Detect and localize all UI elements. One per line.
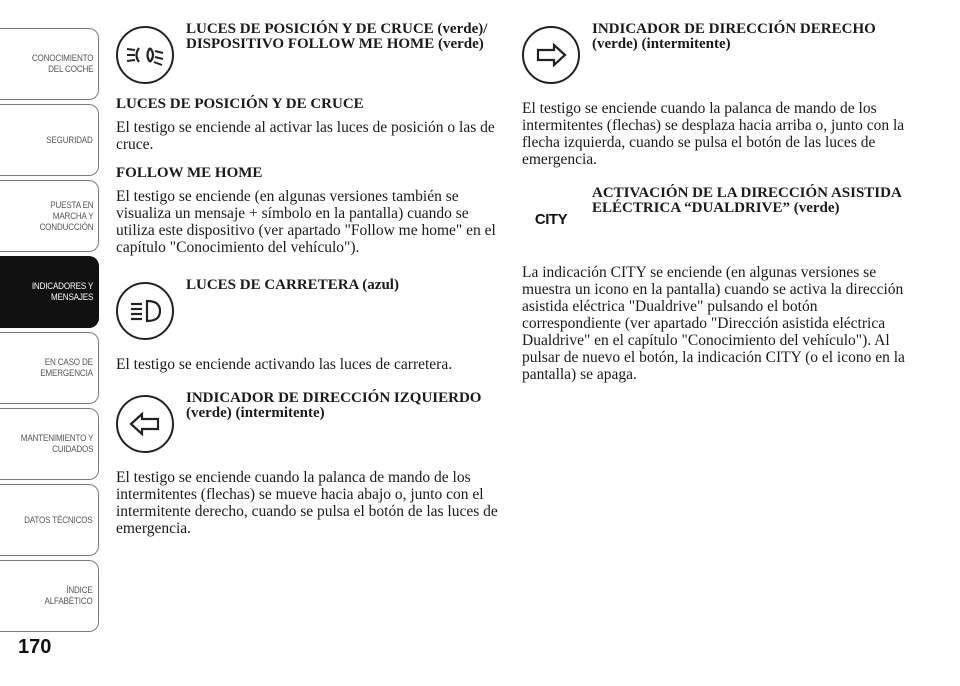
tab-indice-alfabetico[interactable]: ÍNDICE ALFABÉTICO <box>0 560 99 632</box>
position-lights-text: El testigo se enciende al activar las luces de posición o las de cruce. <box>116 119 495 153</box>
arrow-left-icon <box>116 395 174 453</box>
city-icon-label: CITY <box>534 210 568 228</box>
left-indicator-title: INDICADOR DE DIRECCIÓN IZQUIERDO (verde) (intermitente) <box>186 390 482 421</box>
tab-en-caso-de-emergencia[interactable]: EN CASO DE EMERGENCIA <box>0 332 99 404</box>
dualdrive-text: La indicación CITY se enciende (en algunas versiones se muestra un icono en la pantalla) cuando se activa la dirección asistida eléctrica "Dualdrive" pulsando el botón correspondiente (ver apartado "Dirección asistida eléctrica Dualdrive" en el capítulo "Conocimiento del vehículo"). Al pulsar de nuevo el botón, la indicación CITY (o el icono en la pantalla) se apaga. <box>522 264 905 383</box>
section-left-indicator <box>116 391 506 537</box>
position-lights-header <box>116 22 506 84</box>
tab-indicadores-y-mensajes[interactable]: INDICADORES Y MENSAJES <box>0 256 99 328</box>
tab-puesta-en-marcha[interactable]: PUESTA EN MARCHA Y CONDUCCIÓN <box>0 180 99 252</box>
dualdrive-title: ACTIVACIÓN DE LA DIRECCIÓN ASISTIDA ELÉCTRICA “DUALDRIVE” (verde) <box>592 185 901 216</box>
sub-heading-position-lights: LUCES DE POSICIÓN Y DE CRUCE <box>116 96 364 112</box>
high-beam-icon <box>116 282 174 340</box>
position-lights-icon <box>116 26 174 84</box>
high-beam-title: LUCES DE CARRETERA (azul) <box>186 277 399 293</box>
right-indicator-title: INDICADOR DE DIRECCIÓN DERECHO (verde) (intermitente) <box>592 21 876 52</box>
city-icon <box>522 190 580 248</box>
arrow-right-icon <box>522 26 580 84</box>
right-column <box>522 22 912 383</box>
dualdrive-header <box>522 186 912 248</box>
section-dualdrive <box>522 186 912 383</box>
tab-datos-tecnicos[interactable]: DATOS TÉCNICOS <box>0 484 99 556</box>
high-beam-header <box>116 278 506 340</box>
page-number: 170 <box>18 636 52 658</box>
tab-mantenimiento-y-cuidados[interactable]: MANTENIMIENTO Y CUIDADOS <box>0 408 99 480</box>
section-right-indicator <box>522 22 912 168</box>
section-position-lights <box>116 22 506 256</box>
sub-heading-follow-me-home: FOLLOW ME HOME <box>116 165 263 181</box>
high-beam-text: El testigo se enciende activando las luces de carretera. <box>116 356 453 373</box>
follow-me-home-text: El testigo se enciende (en algunas versiones también se visualiza un mensaje + símbolo en la pantalla) cuando se utiliza este dispositivo (ver apartado "Follow me home" en el capítulo "Conocimiento del vehículo"). <box>116 188 496 256</box>
position-lights-title: LUCES DE POSICIÓN Y DE CRUCE (verde)/ DISPOSITIVO FOLLOW ME HOME (verde) <box>186 21 488 52</box>
left-indicator-header <box>116 391 506 453</box>
section-high-beam <box>116 278 506 373</box>
tab-conocimiento-del-coche[interactable]: CONOCIMIENTO DEL COCHE <box>0 28 99 100</box>
left-column <box>116 22 506 537</box>
tab-seguridad[interactable]: SEGURIDAD <box>0 104 99 176</box>
right-indicator-header <box>522 22 912 84</box>
right-indicator-text: El testigo se enciende cuando la palanca de mando de los intermitentes (flechas) se desplaza hacia arriba o, junto con la flecha izquierda, cuando se pulsa el botón de las luces de emergencia. <box>522 100 905 168</box>
left-indicator-text: El testigo se enciende cuando la palanca de mando de los intermitentes (flechas) se mueve hacia abajo o, junto con el intermitente derecho, cuando se pulsa el botón de las luces de emergencia. <box>116 469 498 537</box>
